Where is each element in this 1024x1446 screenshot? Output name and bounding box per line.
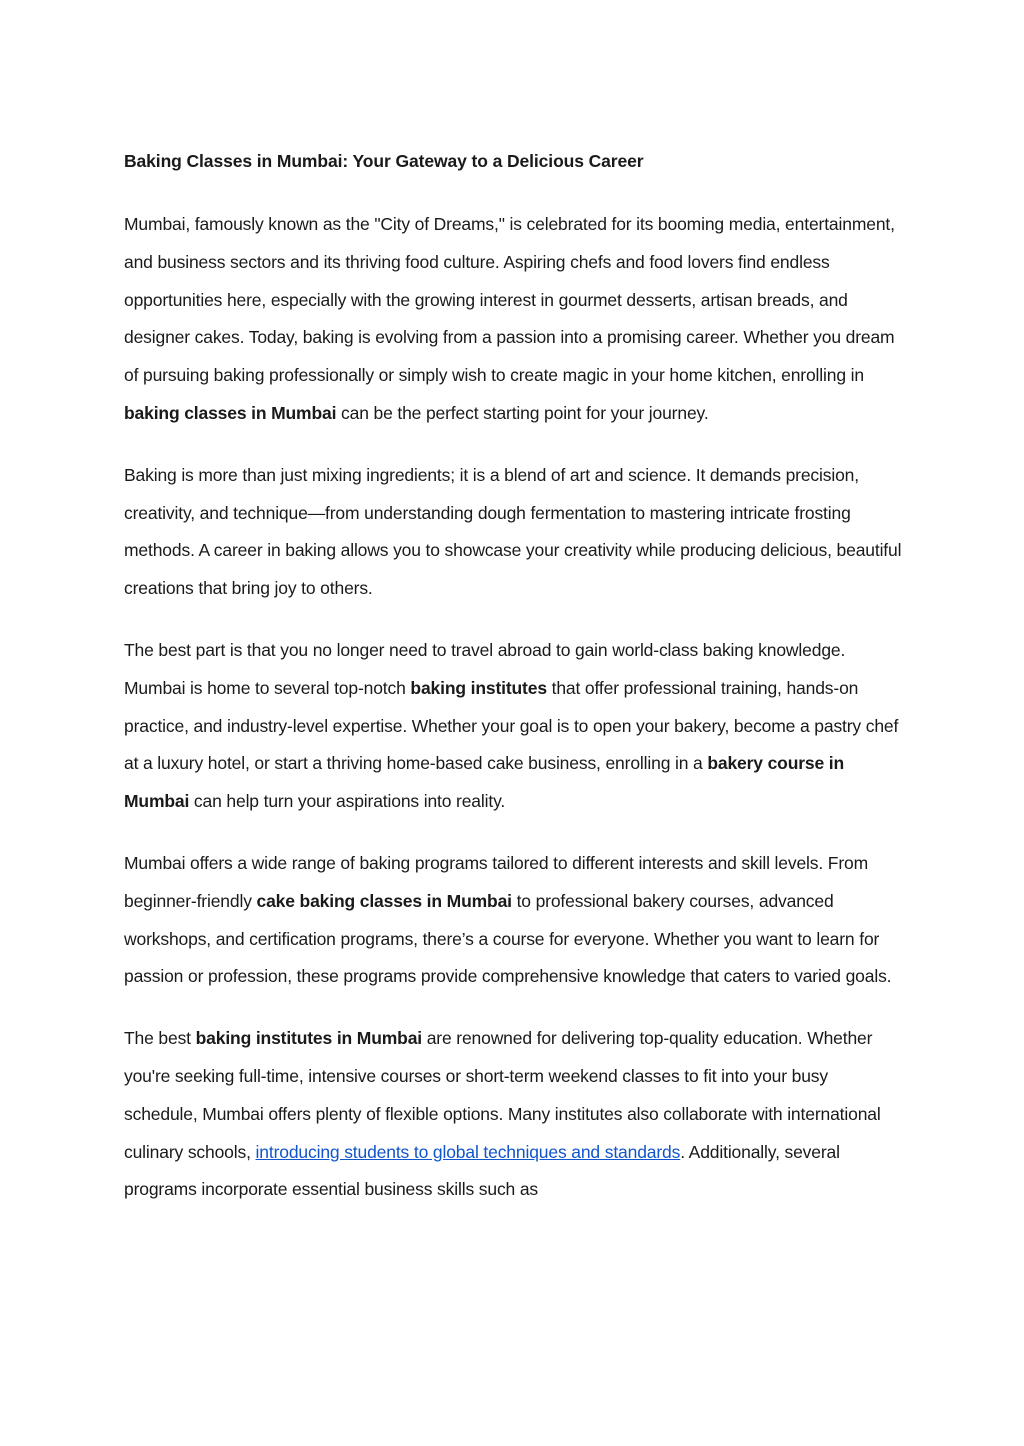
keyword-bakery-course-in-mumbai: bakery course in Mumbai: [124, 753, 845, 812]
keyword-baking-classes-in-mumbai: baking classes in Mumbai: [124, 402, 337, 423]
paragraph-text: are renowned for delivering top-quality education. Whether you're seeking full-time, intensive courses or short-term weekend classes to fit into your busy schedule, Mumbai offers plenty of flexible options. Many institutes also collaborate with international culinary schools,: [124, 1028, 881, 1162]
paragraph-text: that offer professional training, hands-on practice, and industry-level expertise. Whether your goal is to open your bakery, become a pastry chef at a luxury hotel, or start a thriving home-based cake business, enrolling in a: [124, 677, 899, 774]
paragraph-text: can be the perfect starting point for your journey.: [336, 402, 709, 423]
paragraph-2: [124, 457, 904, 608]
paragraph-text: The best: [124, 1028, 196, 1049]
global-techniques-link[interactable]: introducing students to global techniques and standards: [255, 1141, 681, 1162]
paragraph-5: [124, 1020, 904, 1209]
paragraph-text: . Additionally, several programs incorporate essential business skills such as: [124, 1141, 840, 1200]
paragraph-text: Baking is more than just mixing ingredients; it is a blend of art and science. It demands precision, creativity, and technique—from understanding dough fermentation to mastering intricate frosting methods. A career in baking allows you to showcase your creativity while producing delicious, beautiful creations that bring joy to others.: [124, 464, 902, 599]
paragraph-3: [124, 632, 904, 821]
document-title: Baking Classes in Mumbai: Your Gateway to a Delicious Career: [124, 151, 644, 171]
paragraph-4: [124, 845, 904, 996]
paragraph-text: to professional bakery courses, advanced workshops, and certification programs, there’s a course for everyone. Whether you want to learn for passion or profession, these programs provide comprehensive knowledge that caters to varied goals.: [124, 890, 892, 987]
keyword-baking-institutes-in-mumbai: baking institutes in Mumbai: [195, 1028, 422, 1049]
keyword-cake-baking-classes-in-mumbai: cake baking classes in Mumbai: [256, 890, 512, 911]
paragraph-text: The best part is that you no longer need to travel abroad to gain world-class baking knowledge. Mumbai is home to several top-notch: [124, 639, 846, 698]
paragraph-text: Mumbai, famously known as the "City of Dreams," is celebrated for its booming media, entertainment, and business sectors and its thriving food culture. Aspiring chefs and food lovers find endless opportunities here, especially with the growing interest in gourmet desserts, artisan breads, and designer cakes. Today, baking is evolving from a passion into a promising career. Whether you dream of pursuing baking professionally or simply wish to create magic in your home kitchen, enrolling in: [124, 214, 895, 386]
paragraph-text: can help turn your aspirations into reality.: [189, 791, 506, 812]
paragraph-text: Mumbai offers a wide range of baking programs tailored to different interests and skill levels. From beginner-friendly: [124, 852, 869, 911]
keyword-baking-institutes: baking institutes: [410, 677, 547, 698]
document-body: [124, 146, 904, 1233]
paragraph-1: [124, 206, 904, 433]
